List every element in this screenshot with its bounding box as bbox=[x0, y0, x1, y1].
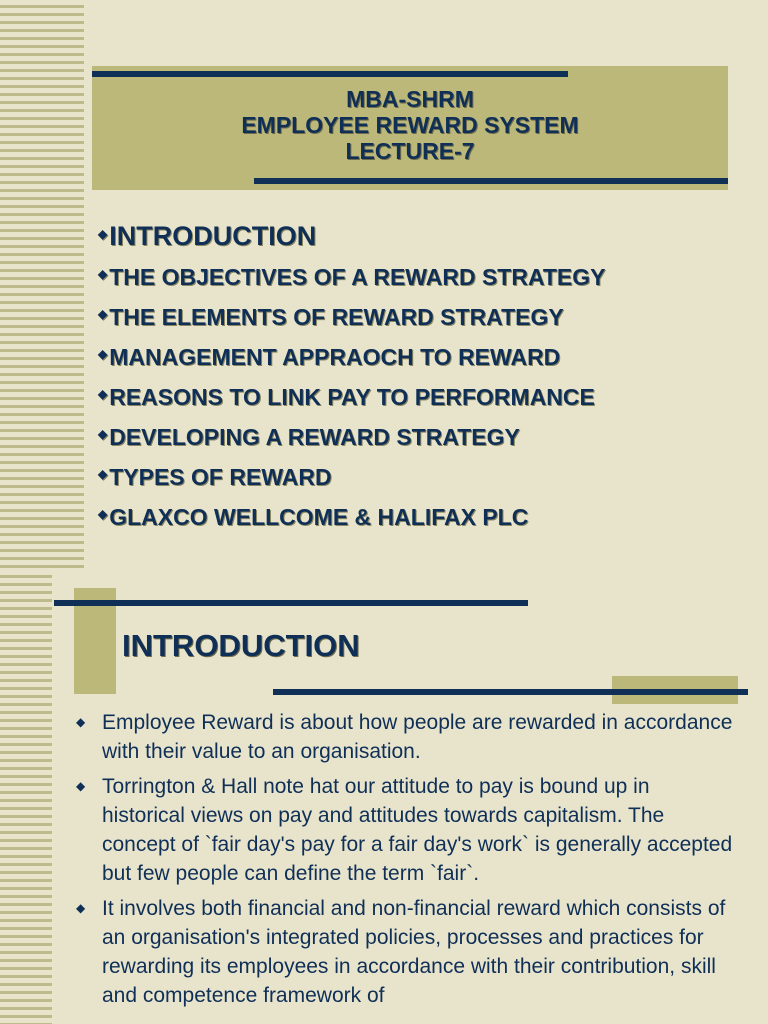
bullet-diamond-icon: ◆ bbox=[98, 507, 108, 521]
title-bottom-rule bbox=[254, 178, 728, 184]
bullet-diamond-icon: ◆ bbox=[98, 467, 108, 481]
list-item bbox=[98, 256, 605, 296]
list-item-label: INTRODUCTION bbox=[109, 221, 317, 251]
list-item-label: THE ELEMENTS OF REWARD STRATEGY bbox=[109, 304, 564, 330]
list-item-label: THE OBJECTIVES OF A REWARD STRATEGY bbox=[109, 264, 606, 290]
list-item-label: REASONS TO LINK PAY TO PERFORMANCE bbox=[109, 384, 595, 410]
bullet-diamond-icon: ◆ bbox=[98, 427, 108, 441]
bullet-diamond-icon: ◆ bbox=[98, 347, 108, 361]
list-item bbox=[76, 708, 736, 766]
list-item-label: TYPES OF REWARD bbox=[109, 464, 332, 490]
list-item bbox=[98, 376, 605, 416]
intro-bullets bbox=[76, 708, 736, 1016]
bullet-diamond-icon: ◆ bbox=[98, 227, 108, 241]
list-item bbox=[98, 496, 605, 536]
list-item bbox=[98, 296, 605, 336]
section-bottom-rule bbox=[273, 689, 748, 695]
list-item bbox=[76, 894, 736, 1010]
paragraph-text: It involves both financial and non-financial reward which consists of an organisation's integrated policies, processes and practices for rewarding its employees in accordance with their contribution, skill and competence framework of bbox=[102, 897, 726, 1007]
left-stripe-decoration-lower bbox=[0, 570, 52, 1024]
slide1-title bbox=[92, 86, 728, 164]
paragraph-text: Employee Reward is about how people are rewarded in accordance with their value to an organisation. bbox=[102, 711, 733, 763]
list-item-label: MANAGEMENT APPRAOCH TO REWARD bbox=[109, 344, 561, 370]
left-stripe-decoration bbox=[0, 0, 84, 570]
contents-list bbox=[98, 214, 605, 536]
paragraph-text: Torrington & Hall note hat our attitude to pay is bound up in historical views on pay and attitudes towards capitalism. The concept of `fair day's pay for a fair day's work` is generally accepted but few people can define the term `fair`. bbox=[102, 775, 733, 885]
title-top-rule bbox=[92, 71, 568, 77]
bullet-diamond-icon: ◆ bbox=[98, 267, 108, 281]
list-item bbox=[76, 772, 736, 888]
title-line-1: MBA-SHRM bbox=[346, 86, 474, 112]
list-item bbox=[98, 456, 605, 496]
bullet-diamond-icon: ◆ bbox=[76, 715, 86, 729]
bullet-diamond-icon: ◆ bbox=[98, 307, 108, 321]
bullet-diamond-icon: ◆ bbox=[76, 901, 86, 915]
section-top-rule bbox=[54, 600, 528, 606]
list-item bbox=[98, 416, 605, 456]
bullet-diamond-icon: ◆ bbox=[76, 779, 86, 793]
bullet-diamond-icon: ◆ bbox=[98, 387, 108, 401]
title-line-3: LECTURE-7 bbox=[345, 138, 475, 164]
list-item bbox=[98, 214, 605, 256]
list-item-label: DEVELOPING A REWARD STRATEGY bbox=[109, 424, 520, 450]
list-item-label: GLAXCO WELLCOME & HALIFAX PLC bbox=[109, 504, 529, 530]
slide2-title: INTRODUCTION bbox=[122, 628, 360, 663]
list-item bbox=[98, 336, 605, 376]
title-line-2: EMPLOYEE REWARD SYSTEM bbox=[241, 112, 579, 138]
